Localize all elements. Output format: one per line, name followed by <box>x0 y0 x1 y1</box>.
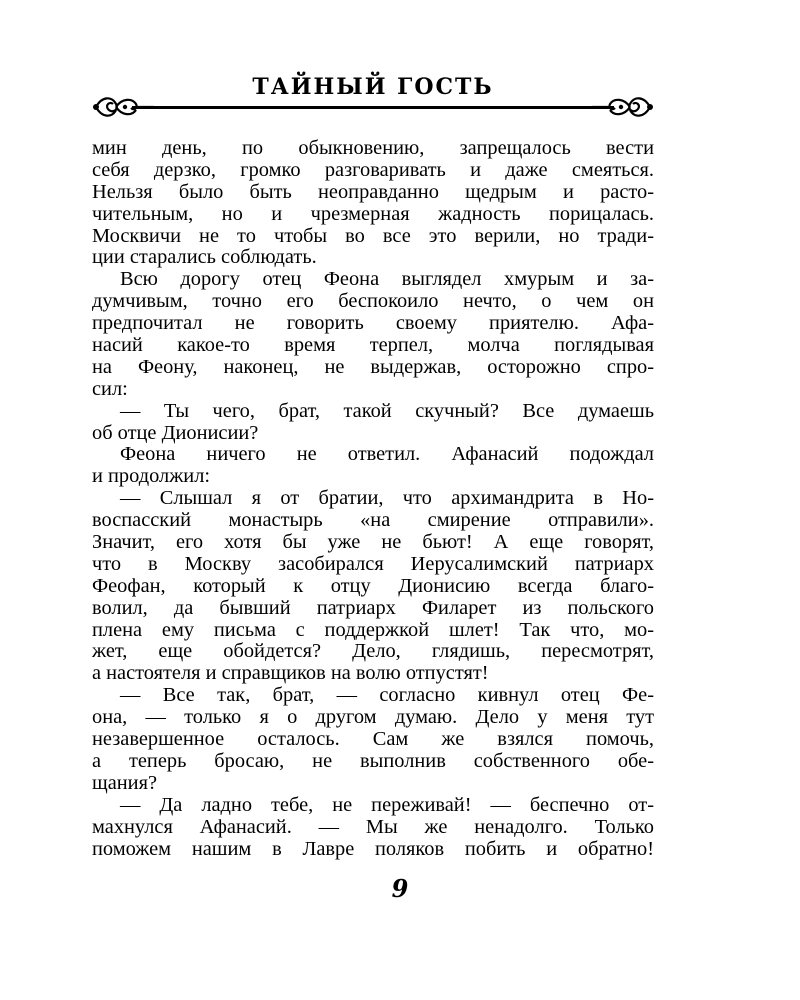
body-text <box>92 138 654 860</box>
text-line: плена ему письма с поддержкой шлет! Так что, мо- <box>92 618 654 641</box>
text-line: Всю дорогу отец Феона выглядел хмурым и за- <box>120 268 654 291</box>
right-ornament-icon <box>592 92 654 122</box>
text-line: воспасский монастырь «на смирение отправили». <box>92 509 654 532</box>
text-line: ции старались соблюдать. <box>92 246 317 269</box>
text-line: сил: <box>92 377 128 400</box>
text-line: на Феону, наконец, не выдержав, осторожно спро- <box>92 355 654 378</box>
text-line: себя дерзко, громко разговаривать и даже смеяться. <box>92 158 654 181</box>
text-line: что в Москву засобирался Иерусалимский патриарх <box>92 552 654 575</box>
page-number: 9 <box>391 874 409 903</box>
text-line: Москвичи не то чтобы во все это верили, но тради- <box>92 224 654 247</box>
text-line: предпочитал не говорить своему приятелю. Афа- <box>92 312 654 335</box>
text-line: щания? <box>92 771 158 794</box>
text-line: Феона ничего не ответил. Афанасий подождал <box>120 443 654 466</box>
text-line: — Все так, брат, — согласно кивнул отец Фе- <box>120 684 654 707</box>
text-line: поможем нашим в Лавре поляков побить и обратно! <box>92 837 654 860</box>
header-rule <box>132 106 614 109</box>
text-line: незавершенное осталось. Сам же взялся помочь, <box>92 728 654 751</box>
text-line: думчивым, точно его беспокоило нечто, о чем он <box>92 290 654 313</box>
text-line: — Ты чего, брат, такой скучный? Все думаешь <box>120 399 654 422</box>
text-line: махнулся Афанасий. — Мы же ненадолго. Только <box>92 815 654 838</box>
text-line: Нельзя было быть неоправданно щедрым и расто- <box>92 180 654 203</box>
text-line: мин день, по обыкновению, запрещалось вести <box>92 137 654 159</box>
text-line: чительным, но и чрезмерная жадность порицалась. <box>92 202 654 225</box>
text-line: — Да ладно тебе, не переживай! — беспечно от- <box>120 793 654 816</box>
text-line: а теперь бросаю, не выполнив собственного обе- <box>92 749 654 772</box>
text-line: а настоятеля и справщиков на волю отпустят! <box>92 662 489 685</box>
text-line: насий какое-то время терпел, молча поглядывая <box>92 334 654 357</box>
text-line: и продолжил: <box>92 465 211 488</box>
text-line: Значит, его хотя бы уже не бьют! А еще говорят, <box>92 531 654 554</box>
running-title: ТАЙНЫЙ ГОСТЬ <box>252 74 494 100</box>
text-line: волил, да бывший патриарх Филарет из польского <box>92 596 654 619</box>
text-line: об отце Дионисии? <box>92 421 259 444</box>
running-header <box>92 74 654 118</box>
text-line: — Слышал я от братии, что архимандрита в Но- <box>120 487 654 510</box>
text-line: она, — только я о другом думаю. Дело у меня тут <box>92 706 654 729</box>
text-line: Феофан, который к отцу Дионисию всегда благо- <box>92 574 654 597</box>
text-line: жет, еще обойдется? Дело, глядишь, пересмотрят, <box>92 640 654 663</box>
